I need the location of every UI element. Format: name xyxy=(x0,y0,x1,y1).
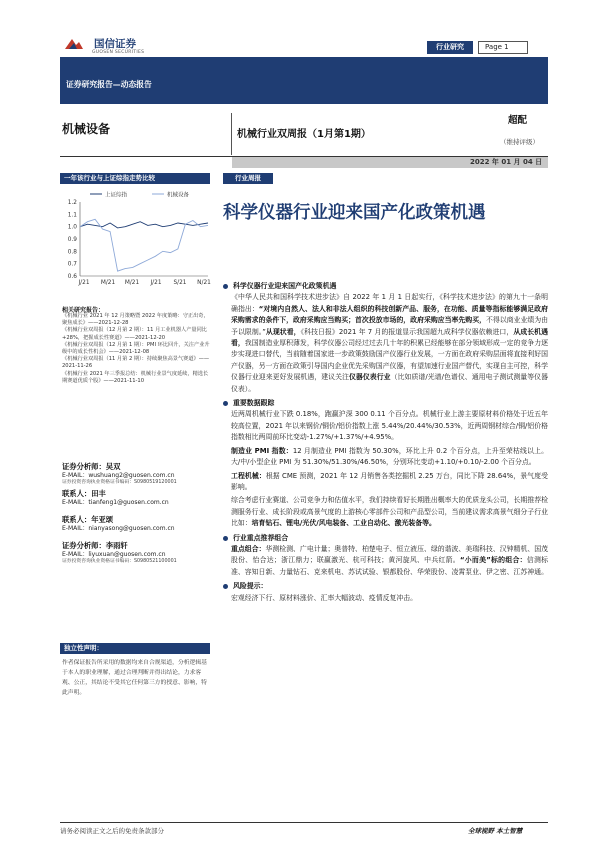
text: 华测检测、广电计量；奥普特、柏楚电子、恒立液压、绿的谐波、美瑞科技、汉钟精机、国茂股份、怡合达；浙江鼎力；联赢激光、杭可科技；黄河旋风、中兵红箭。 xyxy=(231,544,549,565)
analyst-entry xyxy=(62,515,212,533)
emphasis: 培育钻石、锂电/光伏/风电装备、工业自动化、激光装备等。 xyxy=(251,519,436,528)
emphasis: 从成长机遇看， xyxy=(231,327,548,348)
y-tick-label: 1.1 xyxy=(67,212,77,219)
text: 不得以商业业绩为由予以限制。” xyxy=(231,316,549,336)
guosen-logo-icon xyxy=(63,37,85,51)
x-tick-label: M/21 xyxy=(100,280,116,286)
analyst-entry xyxy=(62,541,212,566)
rating-note: （维持评级） xyxy=(500,138,539,146)
y-tick-label: 0.6 xyxy=(67,274,77,280)
slogan: 全球视野 本土智慧 xyxy=(468,827,523,835)
analyst-cert: 证券投资咨询执业资格证书编码：S0980521100001 xyxy=(62,558,177,564)
x-tick-label: J/21 xyxy=(150,280,162,286)
section-heading: 科学仪器行业迎来国产化政策机遇 xyxy=(223,281,548,292)
section-heading: 重要数据跟踪 xyxy=(223,398,548,409)
analyst-name: 吴双 xyxy=(105,462,121,471)
report-tag: 行业周报 xyxy=(223,173,273,184)
text: 根据 CME 预测，2021 年 12 月销售各类挖掘机 2.25 万台，同比下降 28.64%，景气度受影响。 xyxy=(231,471,549,491)
text: 12 月制造业 PMI 指数为 50.30%，环比上升 0.2 个百分点，上升至荣枯线以上。大/中/小型企业 PMI 为 51.30%/51.30%/46.50%，分别环比变动+1.10/+0.10/-2.00 个百分点。 xyxy=(231,446,548,467)
research-list xyxy=(62,313,212,385)
text: 《中华人民共和国科学技术进步法》自 2022 年 1 月 1 日起实行，《科学技术进步法》的第九十一条明确指出： xyxy=(231,293,548,313)
analyst-name: 年亚颂 xyxy=(91,514,114,524)
y-tick-label: 1.2 xyxy=(67,200,77,206)
analyst-email[interactable]: E-MAIL：liyuxuan@guosen.com.cn xyxy=(62,550,166,558)
analyst-cert: 证券投资咨询执业资格证书编码：S0980519120001 xyxy=(62,480,177,485)
series-line xyxy=(80,219,208,271)
y-tick-label: 0.9 xyxy=(67,237,77,243)
chart-heading: 一年该行业与上证综指走势比较 xyxy=(60,173,210,184)
analyst-list xyxy=(62,462,212,567)
rating: 超配 xyxy=(508,115,528,126)
analyst-entry xyxy=(62,462,212,487)
y-tick-label: 0.7 xyxy=(67,261,77,268)
emphasis: 仪器仪表行业 xyxy=(348,373,391,382)
research-item: 《机械行业 2021 年 12 月策略暨 2022 年度策略：守正出奇，聚焦成长》——2021-12-28 xyxy=(62,313,209,327)
main-body xyxy=(223,278,548,606)
footer-divider xyxy=(60,822,548,823)
research-item: 《机械行业 2021 年三季报总结：机械行业景气度延续，精选长期赛道优质个股》——2021-11-10 xyxy=(62,370,209,384)
research-item: 《机械行业双周报（11 月第 2 期）：持续聚焦高景气赛道》——2021-11-26 xyxy=(62,356,210,370)
paragraph: 近两周机械行业下跌 0.18%，跑赢沪深 300 0.11 个百分点。机械行业上游主要原材料价格处于近五年较高位置，2021 年以来钢价/铜价/铝价指数上涨 5.44%/20.44%/30.53%，近两周钢材综合/铜/铝价格指数相比两周前环比变动-1.27%/+1.37%/+4.95%。 xyxy=(231,410,548,442)
report-category-badge: 行业研究 xyxy=(427,41,473,54)
emphasis: “小而美”标的组合： xyxy=(459,556,527,565)
paragraph: 宏观经济下行、原材料涨价、汇率大幅波动、疫情反复冲击。 xyxy=(231,593,418,602)
paragraph xyxy=(231,292,548,395)
emphasis: 重点组合： xyxy=(231,544,266,553)
text: 信测标准、容知日新、力量钻石、克来机电、苏试试验、银都股份、华荣股份、凌霄泵业、伊之密、江苏神通。 xyxy=(231,556,548,576)
analyst-name: 田丰 xyxy=(91,488,106,498)
section-heading: 风险提示： xyxy=(223,581,548,592)
text: 《科技日报》2021 年 7 月的报道显示我国超九成科学仪器依赖进口， xyxy=(300,327,514,336)
paragraph xyxy=(231,471,548,494)
report-title: 机械行业双周报（1月第1期） xyxy=(237,129,371,140)
analyst-name: 李雨轩 xyxy=(105,540,128,550)
text: （比如质谱/光谱/色谱仪、通用电子测试测量等仪器仪表）。 xyxy=(231,373,548,393)
analyst-role: 证券分析师： xyxy=(62,462,106,471)
analyst-email[interactable]: E-MAIL：nianyasong@guosen.com.cn xyxy=(62,524,175,532)
x-tick-label: M/21 xyxy=(124,280,140,286)
page-number: Page 1 xyxy=(478,41,528,54)
logo-text: 国信证券 xyxy=(94,38,136,50)
independence-statement: 作者保证报告所采用的数据均来自合规渠道，分析逻辑基于本人的职业理解，通过合理判断并得出结论，力求客观、公正，其结论不受其它任何第三方的授意、影响，特此声明。 xyxy=(62,660,207,696)
headline: 科学仪器行业迎来国产化政策机遇 xyxy=(223,203,486,223)
sector-name: 机械设备 xyxy=(62,122,111,136)
x-tick-label: N/21 xyxy=(197,280,211,286)
analyst-email[interactable]: E-MAIL：wushuang2@guosen.com.cn xyxy=(62,472,175,479)
y-tick-label: 1.0 xyxy=(67,224,77,231)
analyst-role: 联系人： xyxy=(62,514,92,524)
independence-heading: 独立性声明： xyxy=(60,643,210,654)
logo-english: GUOSEN SECURITIES xyxy=(92,50,145,55)
disclaimer-note: 请务必阅读正文之后的免责条款部分 xyxy=(60,827,164,835)
paragraph xyxy=(231,446,548,469)
text: 我国制造业厚积薄发，科学仪器公司经过过去几十年的积累已经能够在部分领域形成一定的竞争力逐步实现进口替代，当前随着国家进一步政策鼓励国产仪器行业发展，一方面在政府采购层面将直接利好国产仪器，另一方面在政策引导国内企业优先采购国产仪器，有望加速行业国产替代，实现自主可控，科学仪器行业迎来更好发展机遇，建议关注 xyxy=(231,339,549,382)
analyst-role: 证券分析师： xyxy=(62,540,106,550)
emphasis: 制造业 PMI 指数： xyxy=(231,446,293,455)
research-heading: 相关研究报告： xyxy=(62,307,105,314)
y-tick-label: 0.8 xyxy=(67,249,77,256)
x-tick-label: S/21 xyxy=(173,280,187,286)
report-date: 2022 年 01 月 04 日 xyxy=(470,158,543,166)
emphasis: 从现状看， xyxy=(265,327,301,336)
report-type: 证券研究报告—动态报告 xyxy=(66,80,152,89)
paragraph xyxy=(231,544,548,578)
x-tick-label: J/21 xyxy=(78,280,90,286)
research-item: 《机械行业双周报（12 月第 1 期）：PMI 环比回升，关注产业升级中的成长性机会》——2021-12-08 xyxy=(62,341,210,356)
emphasis: “对境内自然人、法人和非法人组织的科技创新产品、服务，在功能、质量等指标能够满足政府采购需求的条件下，政府采购应当购买；首次投放市场的，政府采购应当率先购买， xyxy=(231,304,548,325)
section-heading: 行业重点推荐组合 xyxy=(223,533,548,544)
research-item: 《机械行业双周报（12 月第 2 期）：11 月工业机器人产量同比+28%，把握成长性赛道》——2021-12-20 xyxy=(62,327,207,341)
performance-chart xyxy=(60,188,212,294)
legend-label: 上证综指 xyxy=(105,192,128,199)
paragraph xyxy=(231,495,548,529)
analyst-role: 联系人： xyxy=(62,488,92,498)
legend-label: 机械设备 xyxy=(167,192,190,199)
emphasis: 工程机械： xyxy=(231,471,266,480)
text: 综合考虑行业赛道、公司竞争力和估值水平，我们持续看好长期胜出概率大的优质龙头公司，长期推荐检测服务行业、成长阶段或高景气度的上游核心零部件公司和产品型公司，当前建议需求高景气细分子行业比如： xyxy=(231,496,548,528)
analyst-entry xyxy=(62,489,212,507)
divider xyxy=(231,113,232,155)
analyst-email[interactable]: E-MAIL：tianfeng1@guosen.com.cn xyxy=(62,498,169,506)
